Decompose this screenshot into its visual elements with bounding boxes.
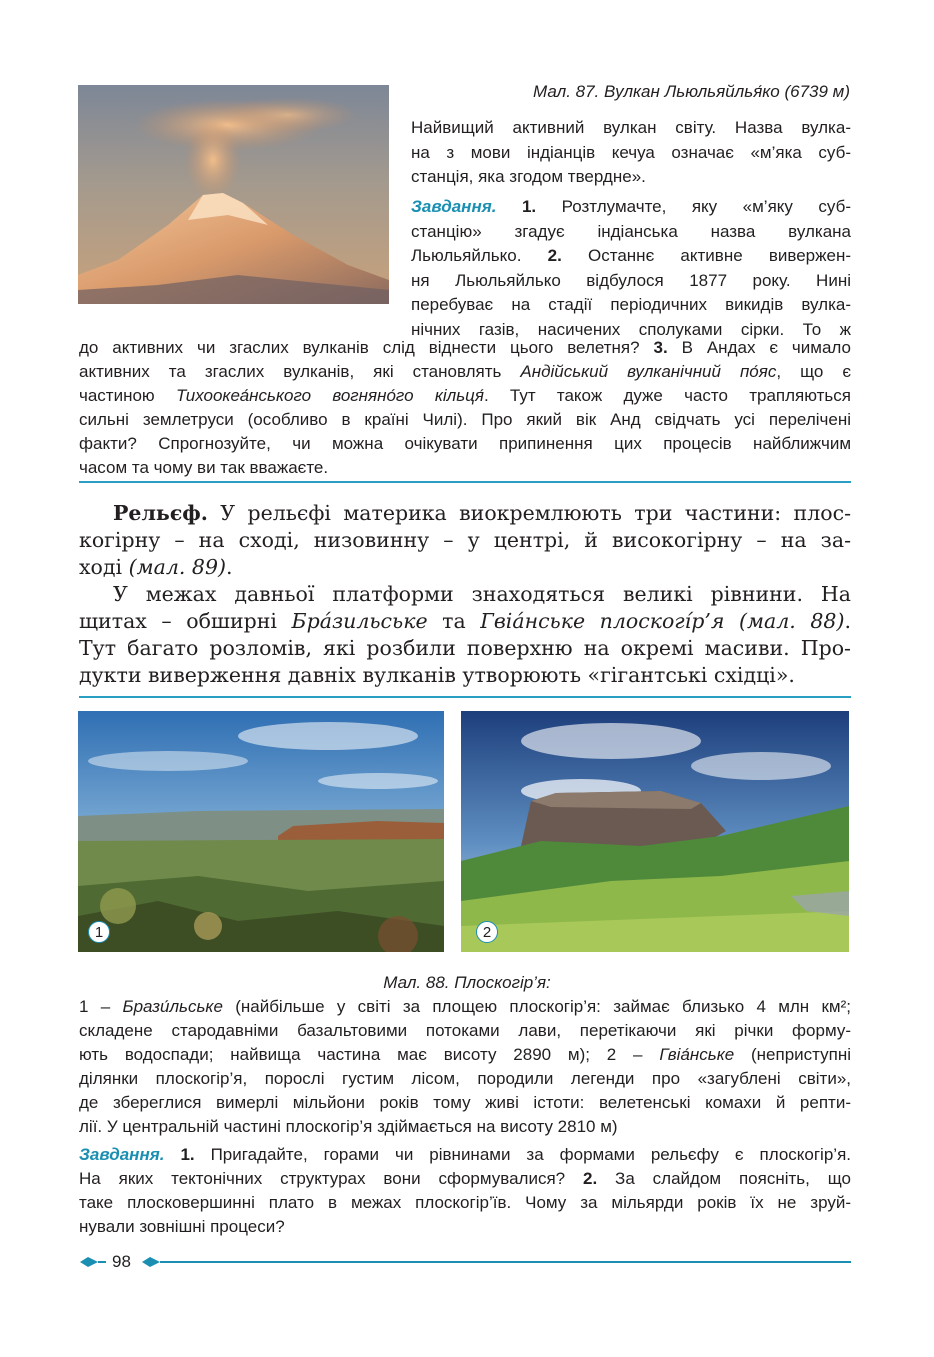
figure-88-description: 1 – Брази́льське (найбільше у світі за площею плоскогір’я: займає близько 4 млн км²; складене стародавніми базальтовими потоками лави, перетікаючи які річки форму- ють водоспади; найвища частина має висоту 2890 м); 2 – Гвіа́нське (неприступні ділянки плоскогір’я, порослі густим лісом, породили легенди про «загублені світи», де збереглися вимерлі мільйони років тому живі істоти: велетенські комахи й репти- лії. У центральній частині плоскогір’я здіймається на висоту 2810 м) xyxy=(79,997,852,1136)
figure-88-caption: Мал. 88. Плоскогір’я: xyxy=(383,973,551,992)
relief-heading: Рельєф. xyxy=(113,501,208,525)
relief-section: Рельєф. У рельєфі материка виокремлюють три частини: плос- когірну – на сході, низовинну – у центрі, й високогірну – на за- ході (мал. 89). У межах давньої платформи знаходяться великі рівнини. На щитах – обширні Бра́зильське та Гвіа́нське плоскогі́р’я (мал. 88). Тут багато розломів, які розбили поверхню на окремі масиви. Про- дукти виверження давніх вулканів утворюють «гігантські східці». xyxy=(79,501,851,687)
photo-1-badge: 1 xyxy=(88,921,110,943)
page-number: 98 xyxy=(112,1252,131,1271)
task-1: Завдання. 1. Розтлумачте, яку «м’яку суб- станцію» згадує індіанська назва вулкана Льюльяйлько. 2. Останнє активне вивержен- ня Льюльяйлько відбулося 1877 року. Нині перебуває на стадії періодичних викидів вулка- нічних газів, насичених сполуками сірки. То ж xyxy=(411,197,851,339)
footer-ornament xyxy=(78,1254,851,1270)
divider-line xyxy=(79,481,851,483)
volcano-description: Найвищий активний вулкан світу. Назва вулка- на з мови індіанців кечуа означає «м’яка суб- станція, яка згодом твердне». xyxy=(411,118,851,186)
photo-2-badge: 2 xyxy=(476,921,498,943)
task-label: Завдання. xyxy=(79,1145,165,1164)
task-2: Завдання. 1. Пригадайте, горами чи рівнинами за формами рельєфу є плоскогір’я. На яких тектонічних структурах вони сформувалися? 2. За слайдом поясніть, що таке плосковершинні плато в межах плоскогір’їв. Чому за мільярди років їх не зруй- нували зовнішні процеси? xyxy=(79,1145,851,1236)
task-label: Завдання. xyxy=(411,197,497,216)
task-1-continued: до активних чи згаслих вулканів слід віднести цього велетня? 3. В Андах є чимало активних та згаслих вулканів, які становлять Андійський вулканічний по́яс, що є частиною Тихоокеа́нського вогняно́го кільця́. Тут також дуже часто трапляються сильні землетруси (особливо в країні Чилі). Про який вік Анд свідчать усі перелічені факти? Спрогнозуйте, чи можна очікувати припинення цих процесів найближчим часом та чому ви так вважаєте. xyxy=(79,338,851,477)
guiana-highlands-photo xyxy=(461,711,849,952)
brazilian-highlands-photo xyxy=(78,711,444,952)
figure-87-caption: Мал. 87. Вулкан Льюльяйлья́ко (6739 м) xyxy=(532,82,850,101)
divider-line xyxy=(79,696,851,698)
volcano-photo xyxy=(78,85,389,304)
